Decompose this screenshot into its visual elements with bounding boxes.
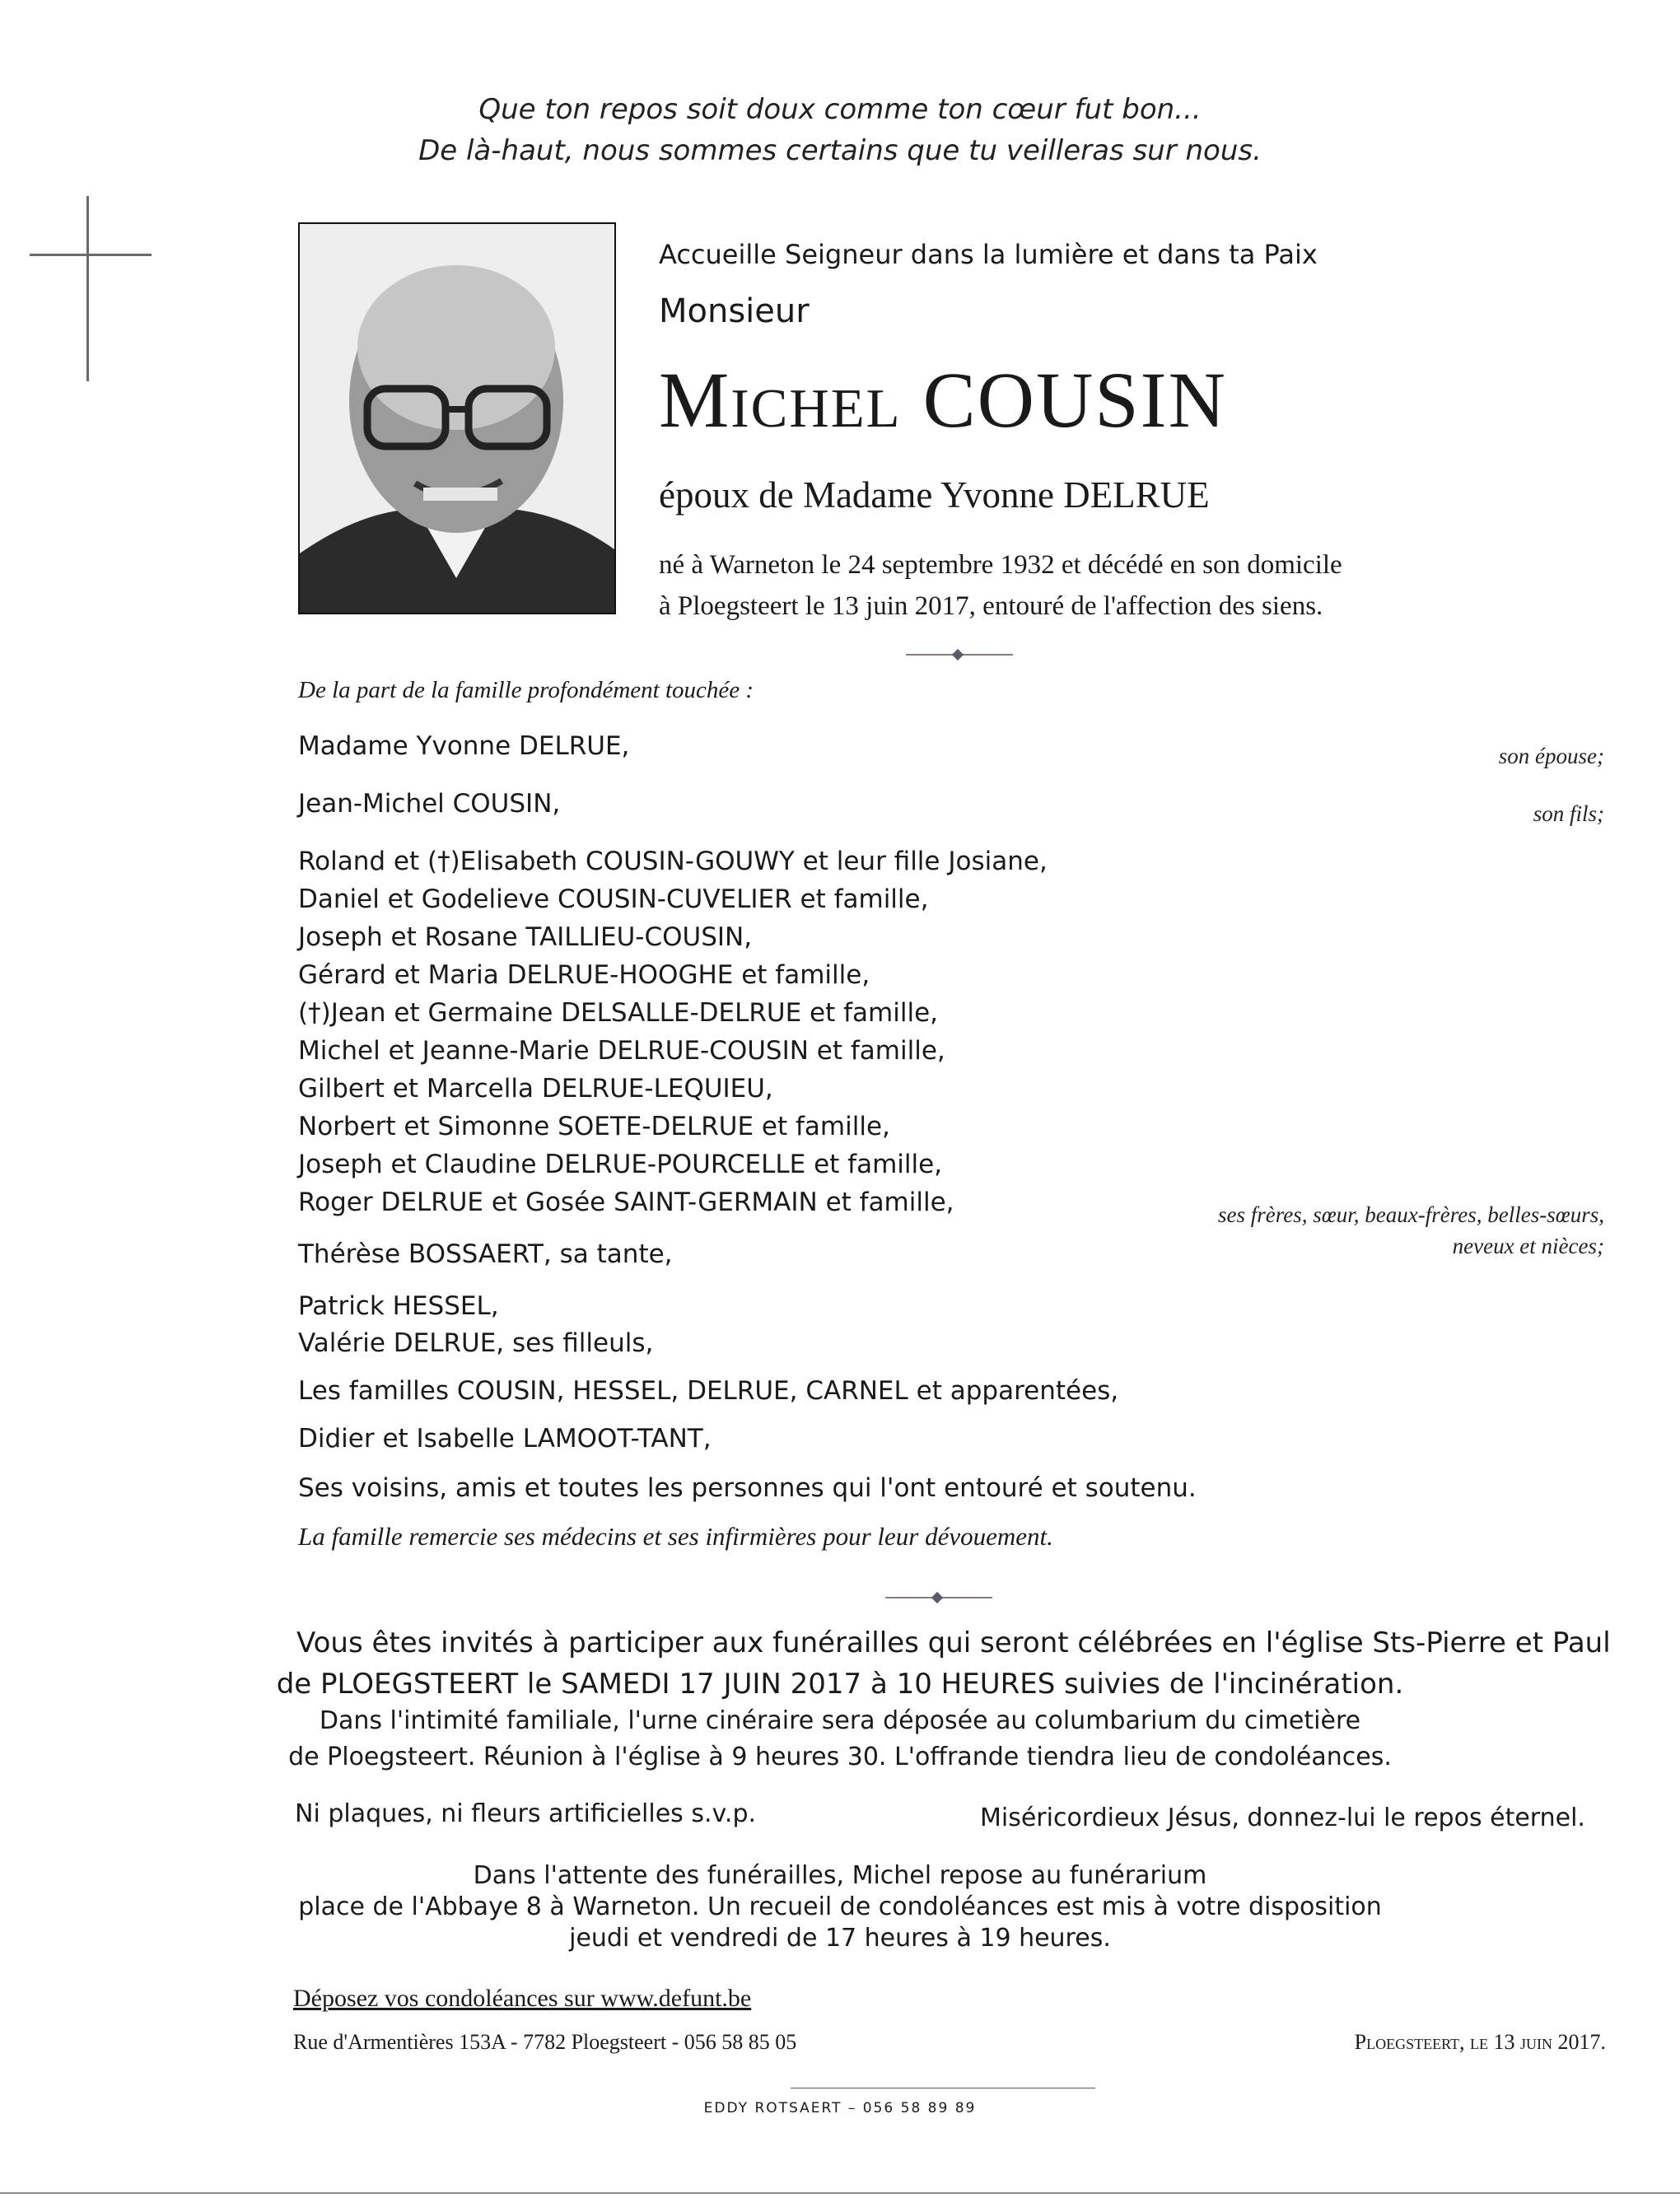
family-entry: Les familles COUSIN, HESSEL, DELRUE, CARNEL et apparentées, bbox=[298, 1376, 1119, 1406]
funeral-line-3: Dans l'intimité familiale, l'urne cinéraire sera déposée au columbarium du cimetière bbox=[319, 1706, 1361, 1735]
no-flowers-note: Ni plaques, ni fleurs artificielles s.v.p. bbox=[295, 1799, 757, 1828]
relation-son: son fils; bbox=[1533, 801, 1604, 826]
visitation-line-3: jeudi et vendredi de 17 heures à 19 heures. bbox=[569, 1924, 1111, 1953]
visitation-line-1: Dans l'attente des funérailles, Michel repose au funérarium bbox=[473, 1861, 1207, 1890]
quote-line-2: De là-haut, nous sommes certains que tu veilleras sur nous. bbox=[418, 134, 1262, 167]
family-entry: Jean-Michel COUSIN, bbox=[298, 789, 561, 819]
prayer-text: Miséricordieux Jésus, donnez-lui le repos éternel. bbox=[980, 1804, 1585, 1832]
page-bottom-edge bbox=[0, 2192, 1680, 2194]
family-entry: Michel et Jeanne-Marie DELRUE-COUSIN et famille, bbox=[298, 1036, 945, 1066]
visitation-line-2: place de l'Abbaye 8 à Warneton. Un recueil de condoléances est mis à votre disposition bbox=[298, 1892, 1382, 1921]
portrait-illustration bbox=[300, 224, 614, 613]
family-entry: Valérie DELRUE, ses filleuls, bbox=[298, 1328, 654, 1358]
family-entry: Norbert et Simonne SOETE-DELRUE et famille, bbox=[298, 1112, 890, 1141]
birth-death-line-1: né à Warneton le 24 septembre 1932 et décédé en son domicile bbox=[659, 550, 1342, 580]
spouse-line: époux de Madame Yvonne DELRUE bbox=[659, 474, 1210, 516]
family-entry: Gilbert et Marcella DELRUE-LEQUIEU, bbox=[298, 1074, 773, 1104]
relation-siblings-1: ses frères, sœur, beaux-frères, belles-sœurs, bbox=[1218, 1202, 1604, 1227]
funeral-line-2: de PLOEGSTEERT le SAMEDI 17 JUIN 2017 à 10 HEURES suivies de l'incinération. bbox=[276, 1668, 1404, 1701]
family-intro: De la part de la famille profondément touchée : bbox=[298, 677, 754, 703]
family-entry: Roland et (†)Elisabeth COUSIN-GOUWY et leur fille Josiane, bbox=[298, 847, 1048, 876]
divider-ornament bbox=[906, 651, 1013, 659]
funeral-line-4: de Ploegsteert. Réunion à l'église à 9 heures 30. L'offrande tiendra lieu de condoléances. bbox=[288, 1743, 1392, 1771]
funeral-home-address: Rue d'Armentières 153A - 7782 Ploegsteert - 056 58 85 05 bbox=[293, 2030, 797, 2054]
cross-icon-bar bbox=[30, 254, 152, 256]
birth-death-line-2: à Ploegsteert le 13 juin 2017, entouré de l'affection des siens. bbox=[659, 591, 1323, 621]
family-entry: Roger DELRUE et Gosée SAINT-GERMAIN et famille, bbox=[298, 1188, 954, 1217]
printer-credit: EDDY ROTSAERT – 056 58 89 89 bbox=[703, 2100, 977, 2116]
honorific: Monsieur bbox=[659, 292, 810, 330]
place-date: Ploegsteert, le 13 juin 2017. bbox=[1354, 2030, 1606, 2054]
family-entry: Patrick HESSEL, bbox=[298, 1291, 499, 1321]
thanks-text: La famille remercie ses médecins et ses infirmières pour leur dévouement. bbox=[298, 1522, 1053, 1551]
portrait-photo bbox=[298, 222, 616, 614]
quote-line-1: Que ton repos soit doux comme ton cœur fut bon... bbox=[478, 93, 1202, 126]
cross-icon bbox=[86, 196, 89, 381]
condolences-link[interactable]: Déposez vos condoléances sur www.defunt.be bbox=[293, 1985, 752, 2012]
family-entry: Joseph et Claudine DELRUE-POURCELLE et famille, bbox=[298, 1150, 943, 1179]
family-entry: Madame Yvonne DELRUE, bbox=[298, 731, 630, 761]
family-entry: Daniel et Godelieve COUSIN-CUVELIER et famille, bbox=[298, 884, 929, 914]
family-entry: Gérard et Maria DELRUE-HOOGHE et famille, bbox=[298, 960, 870, 990]
family-entry: Thérèse BOSSAERT, sa tante, bbox=[298, 1239, 673, 1269]
funeral-line-1: Vous êtes invités à participer aux funérailles qui seront célébrées en l'église Sts-Pierre et Paul bbox=[296, 1626, 1611, 1659]
divider-ornament bbox=[885, 1594, 992, 1602]
family-entry: Didier et Isabelle LAMOOT-TANT, bbox=[298, 1424, 712, 1454]
relation-siblings-2: neveux et nièces; bbox=[1452, 1234, 1604, 1258]
deceased-name: Michel COUSIN bbox=[659, 356, 1227, 444]
relation-spouse: son épouse; bbox=[1498, 744, 1604, 768]
family-entry: (†)Jean et Germaine DELSALLE-DELRUE et famille, bbox=[298, 998, 939, 1028]
family-entry: Ses voisins, amis et toutes les personnes qui l'ont entouré et soutenu. bbox=[298, 1473, 1197, 1503]
family-entry: Joseph et Rosane TAILLIEU-COUSIN, bbox=[298, 922, 753, 952]
welcome-text: Accueille Seigneur dans la lumière et dans ta Paix bbox=[659, 239, 1318, 270]
